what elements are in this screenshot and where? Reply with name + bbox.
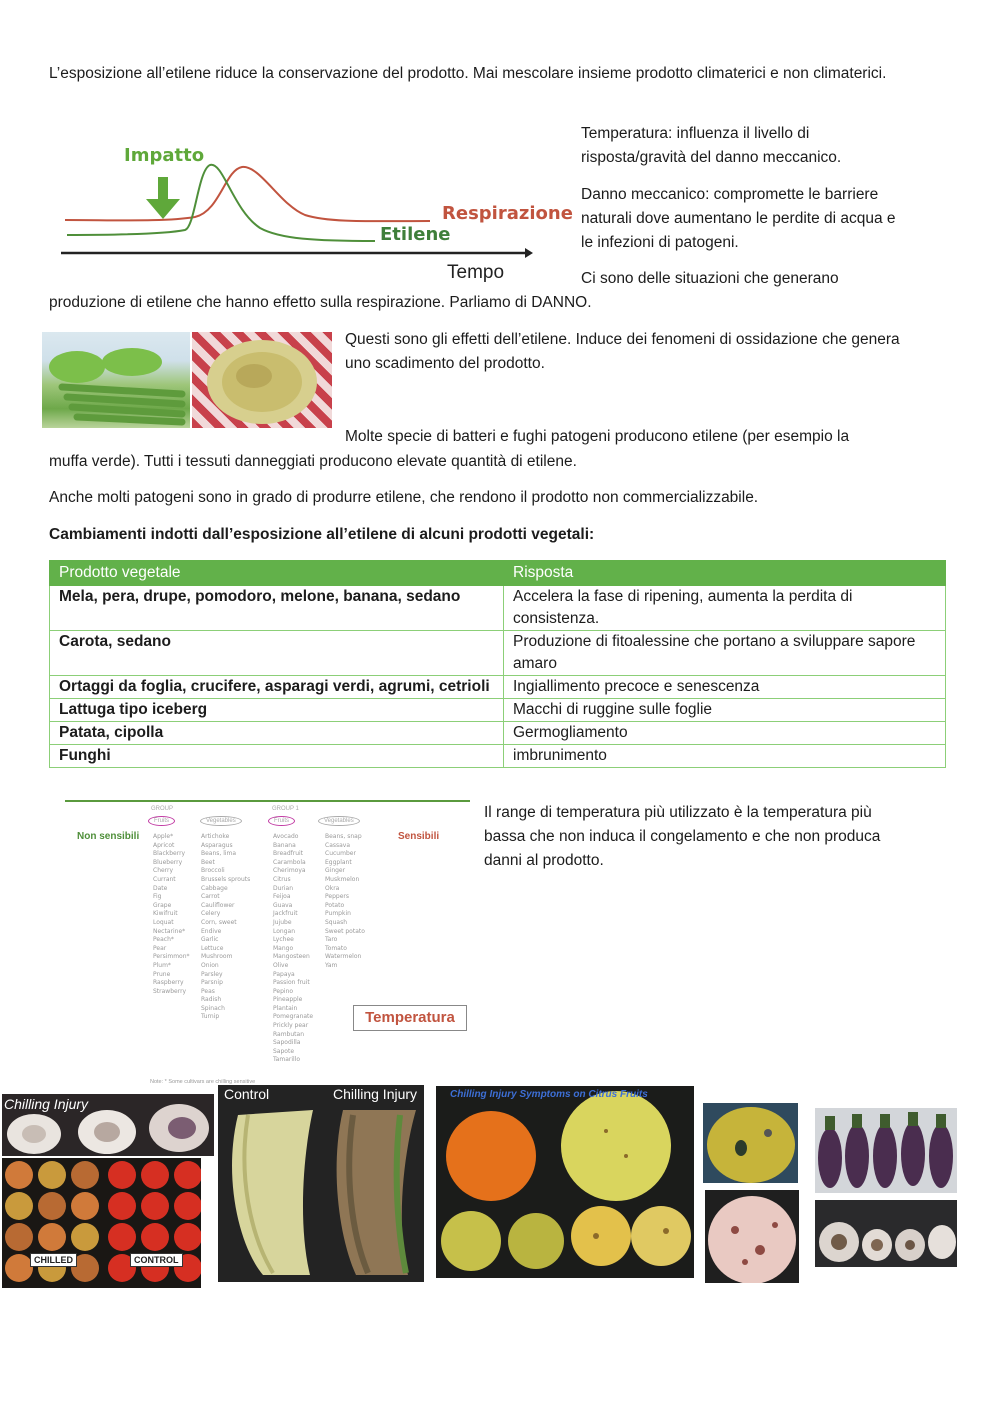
chart-list-item: Kiwifruit [153, 910, 178, 918]
chart-list-item: Beans, lima [201, 850, 237, 858]
chart-list-item: Peach* [153, 936, 174, 944]
chart-list-item: Turnip [201, 1013, 220, 1021]
control-tomato [141, 1192, 169, 1220]
banana-control-label: Control [224, 1086, 270, 1102]
banana-chilling-photo [218, 1085, 424, 1282]
chilled-tomato [71, 1223, 99, 1251]
chart-list-item: Onion [201, 961, 219, 969]
chart-list-item: Jujube [273, 918, 292, 926]
chart-list-item: Garlic [201, 936, 219, 944]
impact-arrow-head [146, 199, 180, 219]
chart-list-item: Brussels sprouts [201, 875, 251, 883]
chart-list-item: Yam [325, 961, 338, 969]
table-title: Cambiamenti indotti dall’esposizione all’etilene di alcuni prodotti vegetali: [49, 526, 595, 543]
cell-prodotto: Lattuga tipo iceberg [50, 699, 504, 722]
chart-list-item: Cherry [153, 867, 174, 875]
chart-list-item: Cherimoya [273, 867, 306, 875]
ethylene-effects-table [49, 560, 946, 768]
chart-list-item: Prune [153, 970, 171, 978]
chart-list-item: Carambola [273, 858, 306, 866]
chart-list-item: Currant [153, 875, 176, 883]
chart-list-item: Artichoke [201, 833, 230, 840]
chilled-tomato [5, 1254, 33, 1282]
temperatura-note: Temperatura: influenza il livello di risposta/gravità del danno meccanico. [581, 125, 842, 166]
chart-list-item: Spinach [201, 1004, 225, 1012]
cell-risposta: Accelera la fase di ripening, aumenta la perdita di consistenza. [504, 586, 946, 631]
eggplant-sliced-photo [815, 1200, 957, 1267]
range-paragraph: Il range di temperatura più utilizzato è la temperatura più bassa che non induca il congelamento e che non produca danni al prodotto. [484, 804, 881, 869]
chart-list-item: Endive [201, 927, 222, 935]
chart-list-item: Avocado [273, 833, 299, 840]
chart-list-item: Pepino [273, 987, 294, 995]
cell-risposta: Ingiallimento precoce e senescenza [504, 676, 946, 699]
danno-continuation: produzione di etilene che hanno effetto sulla respirazione. Parliamo di DANNO. [49, 294, 592, 311]
control-tomato [108, 1223, 136, 1251]
citrus-chilling-photo [436, 1086, 694, 1278]
chart-list-item: Breadfruit [273, 850, 304, 858]
control-tomato [174, 1223, 201, 1251]
chart-list-item: Okra [325, 884, 340, 892]
chart-list-item: Cauliflower [201, 901, 235, 909]
respirazione-label: Respirazione [442, 203, 573, 224]
table-header-row [50, 561, 946, 586]
chart-list-item: Pumpkin [325, 910, 351, 918]
chart-list-item: Cucumber [325, 850, 356, 858]
chart-list-item: Asparagus [201, 841, 233, 849]
bacteria-line-1: Molte specie di batteri e fughi patogeni producono etilene (per esempio la [345, 428, 850, 445]
control-tomato [108, 1161, 136, 1189]
chart-list-item: Passion fruit [273, 979, 310, 987]
chart-list-item: Celery [201, 910, 221, 918]
chilled-tomato [38, 1192, 66, 1220]
chart-list-item: Cabbage [201, 884, 228, 892]
danno-note: Danno meccanico: compromette le barriere naturali dove aumentano le perdite di acqua e le infezioni di patogeni. [581, 186, 896, 251]
cell-risposta: Macchi di ruggine sulle foglie [504, 699, 946, 722]
chart-list-item: Beet [201, 858, 215, 866]
control-tomato [141, 1161, 169, 1189]
fruits-badge-1: Fruits [148, 816, 175, 826]
group-1-fruits-list [153, 833, 190, 996]
chart-list-item: Apple* [153, 833, 174, 840]
chilling-sensitivity-chart [60, 797, 472, 1092]
fruits-badge-2: Fruits [268, 816, 295, 826]
pathogens-paragraph: Anche molti patogeni sono in grado di produrre etilene, che rendono il prodotto non commercializzabile. [49, 489, 759, 506]
chart-list-item: Papaya [273, 970, 295, 978]
group-2-fruits-list [273, 833, 313, 1065]
chilled-tomato [5, 1161, 33, 1189]
chart-list-item: Mangosteen [273, 953, 310, 961]
chilled-tomato [71, 1161, 99, 1189]
table-row [50, 676, 946, 699]
banana-chilling-label: Chilling Injury [333, 1086, 418, 1102]
chart-list-item: Raspberry [153, 979, 184, 987]
chart-list-item: Radish [201, 996, 222, 1004]
chart-list-item: Durian [273, 884, 294, 892]
chart-list-item: Taro [325, 936, 338, 944]
chilled-stamp: CHILLED [30, 1253, 77, 1267]
cell-prodotto: Funghi [50, 745, 504, 768]
chart-list-item: Muskmelon [325, 875, 360, 883]
intro-paragraph: L’esposizione all’etilene riduce la conservazione del prodotto. Mai mescolare insieme prodotto climaterici e non climaterici. [49, 65, 887, 82]
chart-list-item: Corn, sweet [201, 918, 237, 926]
chart-list-item: Citrus [273, 875, 291, 883]
chart-note: Note: * Some cultivars are chilling sensitive [150, 1079, 256, 1085]
chart-list-item: Prickly pear [273, 1022, 309, 1030]
eggplant-whole-photo [815, 1108, 957, 1193]
avocado-injury-photo [703, 1103, 798, 1183]
chart-list-item: Rambutan [273, 1030, 305, 1038]
impact-arrow-shaft [158, 177, 168, 201]
chart-list-item: Lychee [273, 936, 294, 944]
chart-list-item: Peppers [325, 893, 349, 901]
ethylene-respiration-diagram [55, 135, 573, 295]
table-row [50, 699, 946, 722]
chart-list-item: Lettuce [201, 944, 224, 952]
chart-list-item: Feijoa [273, 893, 291, 901]
situazioni-note: Ci sono delle situazioni che generano [581, 270, 839, 287]
chart-list-item: Squash [325, 918, 348, 926]
chart-list-item: Fig [153, 893, 162, 901]
cell-prodotto: Mela, pera, drupe, pomodoro, melone, banana, sedano [50, 586, 504, 631]
group-2-vegetables-list [325, 833, 365, 971]
chart-list-item: Nectarine* [153, 927, 186, 935]
chart-list-item: Peas [201, 987, 215, 995]
chilled-tomato [71, 1192, 99, 1220]
chilling-injury-label-1: Chilling Injury [4, 1096, 89, 1112]
table-row [50, 722, 946, 745]
chart-list-item: Sapote [273, 1047, 295, 1055]
chart-list-item: Broccoli [201, 867, 225, 875]
chart-list-item: Watermelon [325, 953, 362, 961]
chart-list-item: Blackberry [153, 850, 186, 858]
sensibili-label: Sensibili [398, 831, 440, 842]
chart-list-item: Plum* [153, 961, 171, 969]
chart-list-item: Longan [273, 927, 295, 935]
control-stamp: CONTROL [130, 1253, 183, 1267]
effects-paragraph: Questi sono gli effetti dell’etilene. Induce dei fenomeni di ossidazione che genera uno scadimento del prodotto. [345, 331, 900, 372]
chilled-tomato [5, 1192, 33, 1220]
chart-list-item: Jackfruit [273, 910, 298, 918]
chilled-tomato [38, 1161, 66, 1189]
chart-list-item: Guava [273, 901, 293, 909]
cell-prodotto: Carota, sedano [50, 631, 504, 676]
group-1-vegetables-list [201, 833, 250, 1022]
tempo-label: Tempo [447, 262, 505, 283]
chart-list-item: Ginger [325, 867, 346, 875]
chart-list-item: Parsnip [201, 979, 223, 987]
chart-list-item: Mango [273, 944, 294, 952]
chart-list-item: Beans, snap [325, 833, 362, 840]
respirazione-curve [65, 167, 430, 221]
column-header-risposta: Risposta [504, 561, 946, 586]
cell-prodotto: Patata, cipolla [50, 722, 504, 745]
chart-list-item: Tamarillo [273, 1056, 301, 1064]
control-tomato [174, 1192, 201, 1220]
column-header-prodotto: Prodotto vegetale [50, 561, 504, 586]
chart-list-item: Olive [273, 961, 289, 969]
chart-list-item: Loquat [153, 918, 174, 926]
etilene-curve [67, 165, 375, 241]
chart-list-item: Persimmon* [153, 953, 190, 961]
control-tomato [108, 1192, 136, 1220]
chart-list-item: Parsley [201, 970, 223, 978]
table-row [50, 631, 946, 676]
cell-risposta: Germogliamento [504, 722, 946, 745]
chart-list-item: Pear [153, 944, 167, 952]
chart-list-item: Carrot [201, 893, 220, 901]
chart-list-item: Strawberry [153, 987, 187, 995]
vegetables-badge-2: Vegetables [318, 816, 360, 826]
chart-list-item: Pomegranate [273, 1013, 314, 1021]
etilene-label: Etilene [380, 224, 451, 245]
group-1-heading: GROUP [151, 806, 174, 812]
chilled-tomato [5, 1223, 33, 1251]
control-tomato [174, 1161, 201, 1189]
temperatura-box [353, 1005, 467, 1031]
vegetables-badge-1: Vegetables [200, 816, 242, 826]
chart-list-item: Grape [153, 901, 172, 909]
chart-list-item: Sweet potato [325, 927, 365, 935]
impatto-label: Impatto [124, 145, 205, 166]
chart-list-item: Pineapple [273, 996, 303, 1004]
chart-top-rule [65, 800, 470, 802]
group-2-heading: GROUP 1 [272, 806, 299, 812]
chilling-injury-slices-photo [2, 1094, 214, 1156]
chart-list-item: Banana [273, 841, 296, 849]
chart-list-item: Mushroom [201, 953, 233, 961]
chilled-tomato [38, 1223, 66, 1251]
chart-list-item: Plantain [273, 1004, 298, 1012]
cell-risposta: Produzione di fitoalessine che portano a sviluppare sapore amaro [504, 631, 946, 676]
celery-photo [42, 332, 190, 428]
melon-injury-photo [705, 1190, 799, 1283]
chart-list-item: Cassava [325, 841, 351, 849]
chart-list-item: Eggplant [325, 858, 352, 866]
cell-risposta: imbrunimento [504, 745, 946, 768]
chart-list-item: Sapodilla [273, 1039, 301, 1047]
chart-list-item: Tomato [325, 944, 347, 952]
non-sensibili-label: Non sensibili [77, 831, 140, 842]
chart-list-item: Blueberry [153, 858, 183, 866]
chart-list-item: Potato [325, 901, 345, 909]
citrus-title-label: Chilling Injury Symptoms on Citrus Fruits [450, 1089, 648, 1100]
bacteria-line-2: muffa verde). Tutti i tessuti danneggiati producono elevate quantità di etilene. [49, 453, 577, 470]
chart-list-item: Date [153, 884, 168, 892]
chart-list-item: Apricot [153, 841, 175, 849]
table-row [50, 745, 946, 768]
table-row [50, 586, 946, 631]
cell-prodotto: Ortaggi da foglia, crucifere, asparagi verdi, agrumi, cetrioli [50, 676, 504, 699]
tomato-chilled-control-photo [2, 1158, 201, 1288]
control-tomato [141, 1223, 169, 1251]
lettuce-photo [192, 332, 332, 428]
temperatura-box-label: Temperatura [365, 1009, 455, 1026]
